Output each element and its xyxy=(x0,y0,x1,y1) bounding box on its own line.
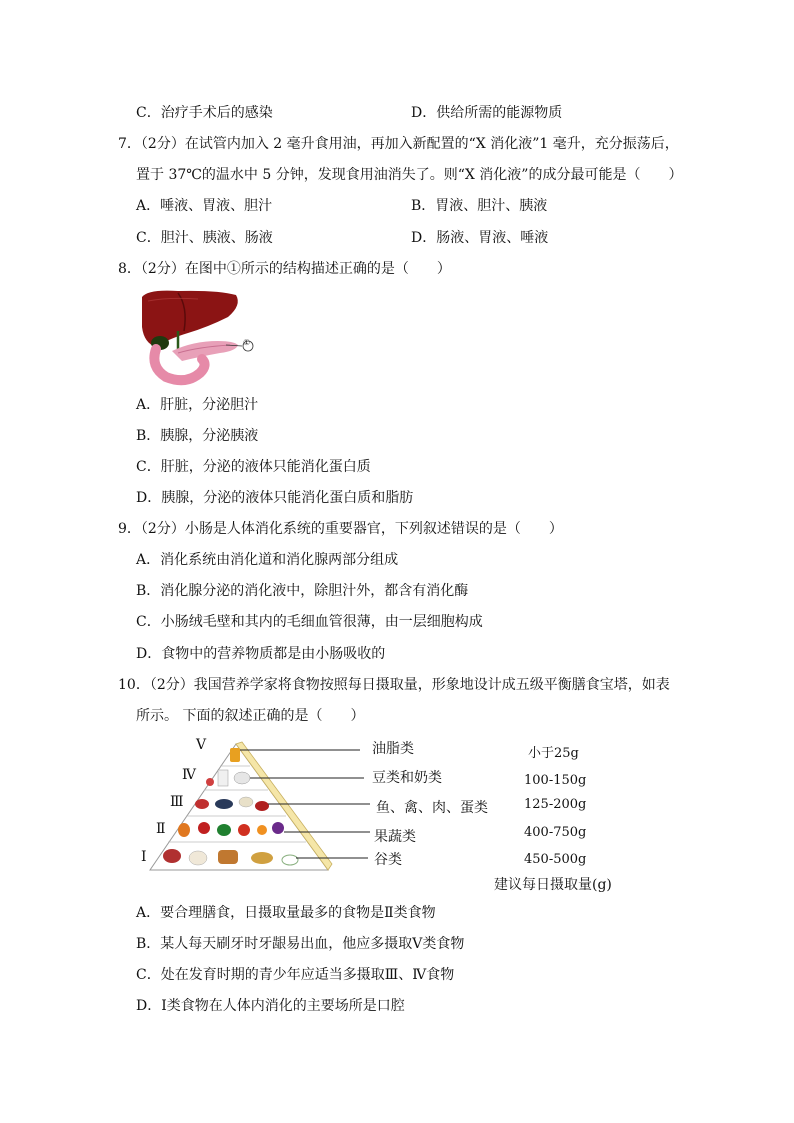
q9-option-d: D．食物中的营养物质都是由小肠吸收的 xyxy=(136,646,386,662)
q7-option-b: B．胃液、胆汁、胰液 xyxy=(411,198,548,214)
q7-stem-line2: 置于 37℃的温水中 5 分钟，发现食用油消失了。则“X 消化液”的成分最可能是（ ） xyxy=(136,167,683,183)
q7-option-d: D．肠液、胃液、唾液 xyxy=(411,230,549,246)
pyramid-level-4-amount: 100-150g xyxy=(524,773,587,788)
q6-option-d: D．供给所需的能源物质 xyxy=(411,105,563,121)
q8-option-c: C．肝脏，分泌的液体只能消化蛋白质 xyxy=(136,459,371,475)
pyramid-level-5-roman: Ⅴ xyxy=(196,737,207,753)
q9-stem: 9．（2分）小肠是人体消化系统的重要器官，下列叙述错误的是（ ） xyxy=(118,521,563,537)
q8-option-d: D．胰腺，分泌的液体只能消化蛋白质和脂肪 xyxy=(136,490,414,506)
q7-option-a: A．唾液、胃液、胆汁 xyxy=(136,198,273,214)
liver-pancreas-figure xyxy=(138,287,263,385)
pyramid-level-1-name: 谷类 xyxy=(374,852,402,868)
pyramid-level-5-amount: 小于25g xyxy=(528,746,579,761)
q8-figure-marker: ① xyxy=(243,338,251,347)
pyramid-level-3-amount: 125-200g xyxy=(524,797,587,812)
pyramid-level-3-name: 鱼、禽、肉、蛋类 xyxy=(376,800,488,816)
q10-option-c: C．处在发育时期的青少年应适当多摄取Ⅲ、Ⅳ食物 xyxy=(136,967,455,983)
pyramid-level-1-amount: 450-500g xyxy=(524,852,587,867)
q9-option-a: A．消化系统由消化道和消化腺两部分组成 xyxy=(136,552,399,568)
q10-option-a: A．要合理膳食，日摄取量最多的食物是Ⅱ类食物 xyxy=(136,905,436,921)
q10-stem-line2: 所示。 下面的叙述正确的是（ ） xyxy=(136,708,365,724)
q8-option-b: B．胰腺，分泌胰液 xyxy=(136,428,259,444)
pyramid-level-4-roman: Ⅳ xyxy=(182,767,196,783)
pyramid-level-5-name: 油脂类 xyxy=(372,741,414,757)
q7-stem-line1: 7．（2分）在试管内加入 2 毫升食用油，再加入新配置的“X 消化液”1 毫升，充分振荡后， xyxy=(118,136,679,152)
q10-option-d: D．Ⅰ类食物在人体内消化的主要场所是口腔 xyxy=(136,998,405,1014)
q10-stem-line1: 10．（2分）我国营养学家将食物按照每日摄取量，形象地设计成五级平衡膳食宝塔，如表 xyxy=(118,677,670,693)
q10-option-b: B．某人每天刷牙时牙龈易出血，他应多摄取Ⅴ类食物 xyxy=(136,936,465,952)
pyramid-level-2-amount: 400-750g xyxy=(524,825,587,840)
pyramid-footer: 建议每日摄取量(g) xyxy=(494,877,612,893)
pyramid-level-3-roman: Ⅲ xyxy=(170,794,184,810)
q9-option-c: C．小肠绒毛壁和其内的毛细血管很薄，由一层细胞构成 xyxy=(136,614,483,630)
q9-option-b: B．消化腺分泌的消化液中，除胆汁外，都含有消化酶 xyxy=(136,583,469,599)
q7-option-c: C．胆汁、胰液、肠液 xyxy=(136,230,273,246)
pyramid-level-2-roman: Ⅱ xyxy=(156,821,166,837)
q8-stem: 8．（2分）在图中①所示的结构描述正确的是（ ） xyxy=(118,261,451,277)
pyramid-level-1-roman: Ⅰ xyxy=(141,849,147,865)
q6-option-c: C．治疗手术后的感染 xyxy=(136,105,273,121)
q8-option-a: A．肝脏，分泌胆汁 xyxy=(136,397,259,413)
pyramid-level-2-name: 果蔬类 xyxy=(374,829,416,845)
pyramid-level-4-name: 豆类和奶类 xyxy=(372,770,442,786)
